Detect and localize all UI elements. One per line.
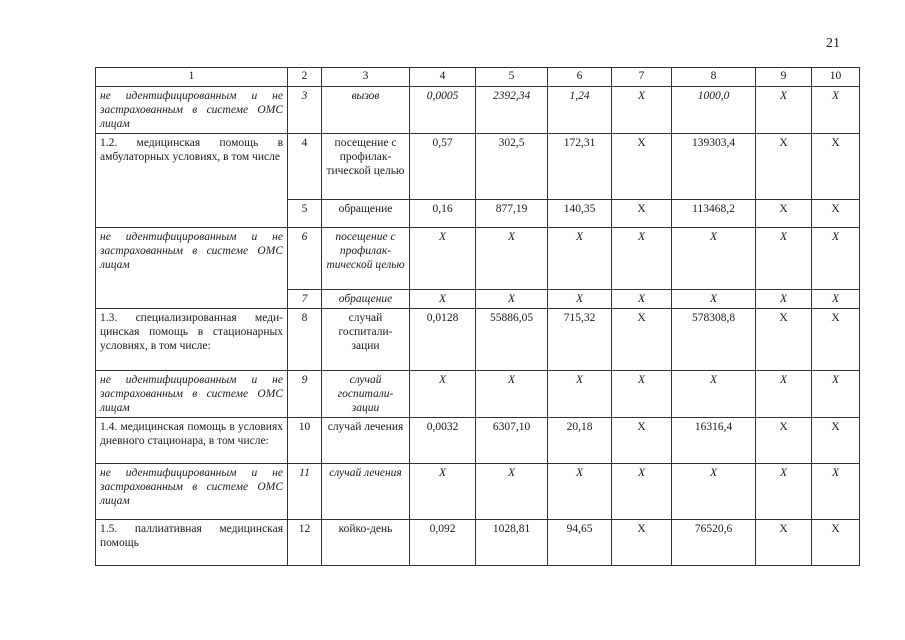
value-cell: 0,0128 bbox=[410, 309, 476, 371]
header-cell: 6 bbox=[548, 68, 612, 87]
row-number: 7 bbox=[288, 290, 322, 309]
value-cell: Х bbox=[672, 371, 756, 418]
value-cell: 2392,34 bbox=[476, 87, 548, 134]
value-cell: Х bbox=[812, 464, 860, 520]
value-cell: 94,65 bbox=[548, 520, 612, 566]
unit-cell: посещение с профилак-тической целью bbox=[322, 134, 410, 200]
value-cell: Х bbox=[612, 464, 672, 520]
value-cell: Х bbox=[612, 520, 672, 566]
value-cell: Х bbox=[612, 200, 672, 228]
row-number: 5 bbox=[288, 200, 322, 228]
value-cell: 113468,2 bbox=[672, 200, 756, 228]
value-cell: Х bbox=[476, 228, 548, 290]
value-cell: 1000,0 bbox=[672, 87, 756, 134]
value-cell: Х bbox=[548, 371, 612, 418]
row-number: 9 bbox=[288, 371, 322, 418]
value-cell: 578308,8 bbox=[672, 309, 756, 371]
value-cell: 715,32 bbox=[548, 309, 612, 371]
value-cell: 0,57 bbox=[410, 134, 476, 200]
row-description: 1.2. медицинская помощь в амбулаторных условиях, в том числе bbox=[96, 134, 288, 228]
value-cell: Х bbox=[548, 290, 612, 309]
row-number: 4 bbox=[288, 134, 322, 200]
page-number: 21 bbox=[826, 36, 840, 51]
value-cell: 0,092 bbox=[410, 520, 476, 566]
value-cell: Х bbox=[812, 228, 860, 290]
row-number: 6 bbox=[288, 228, 322, 290]
value-cell: 172,31 bbox=[548, 134, 612, 200]
data-table bbox=[95, 67, 860, 566]
value-cell: Х bbox=[410, 290, 476, 309]
row-description: не идентифицированным и не застрахованным в системе ОМС лицам bbox=[96, 464, 288, 520]
value-cell: 1028,81 bbox=[476, 520, 548, 566]
table-row bbox=[96, 520, 860, 566]
value-cell: Х bbox=[612, 309, 672, 371]
row-number: 12 bbox=[288, 520, 322, 566]
table-row bbox=[96, 371, 860, 418]
value-cell: Х bbox=[476, 371, 548, 418]
value-cell: Х bbox=[756, 228, 812, 290]
value-cell: 16316,4 bbox=[672, 418, 756, 464]
header-cell: 3 bbox=[322, 68, 410, 87]
header-cell: 4 bbox=[410, 68, 476, 87]
value-cell: 0,0032 bbox=[410, 418, 476, 464]
unit-cell: обращение bbox=[322, 290, 410, 309]
value-cell: Х bbox=[672, 290, 756, 309]
header-cell: 10 bbox=[812, 68, 860, 87]
unit-cell: случай лечения bbox=[322, 464, 410, 520]
row-number: 3 bbox=[288, 87, 322, 134]
value-cell: Х bbox=[812, 87, 860, 134]
value-cell: 55886,05 bbox=[476, 309, 548, 371]
value-cell: Х bbox=[756, 290, 812, 309]
value-cell: Х bbox=[756, 371, 812, 418]
unit-cell: койко-день bbox=[322, 520, 410, 566]
value-cell: Х bbox=[756, 87, 812, 134]
row-number: 8 bbox=[288, 309, 322, 371]
value-cell: 20,18 bbox=[548, 418, 612, 464]
header-cell: 9 bbox=[756, 68, 812, 87]
value-cell: Х bbox=[756, 134, 812, 200]
value-cell: Х bbox=[476, 290, 548, 309]
row-number: 10 bbox=[288, 418, 322, 464]
row-description: 1.3. специализированная меди-цинская помощь в стационарных условиях, в том числе: bbox=[96, 309, 288, 371]
row-description: не идентифицированным и не застрахованным в системе ОМС лицам bbox=[96, 87, 288, 134]
table-row bbox=[96, 309, 860, 371]
table-header-row bbox=[96, 68, 860, 87]
value-cell: 877,19 bbox=[476, 200, 548, 228]
unit-cell: посещение с профилак-тической целью bbox=[322, 228, 410, 290]
value-cell: 0,16 bbox=[410, 200, 476, 228]
table-row bbox=[96, 87, 860, 134]
header-cell: 8 bbox=[672, 68, 756, 87]
row-description: 1.5. паллиативная медицинская помощь bbox=[96, 520, 288, 566]
row-description: 1.4. медицинская помощь в условиях дневного стационара, в том числе: bbox=[96, 418, 288, 464]
value-cell: 140,35 bbox=[548, 200, 612, 228]
value-cell: Х bbox=[612, 290, 672, 309]
value-cell: Х bbox=[812, 418, 860, 464]
value-cell: 6307,10 bbox=[476, 418, 548, 464]
value-cell: Х bbox=[812, 200, 860, 228]
row-number: 11 bbox=[288, 464, 322, 520]
header-cell: 2 bbox=[288, 68, 322, 87]
value-cell: Х bbox=[812, 290, 860, 309]
value-cell: Х bbox=[612, 418, 672, 464]
row-description: не идентифицированным и не застрахованным в системе ОМС лицам bbox=[96, 371, 288, 418]
value-cell: Х bbox=[476, 464, 548, 520]
value-cell: Х bbox=[410, 228, 476, 290]
unit-cell: вызов bbox=[322, 87, 410, 134]
table-row bbox=[96, 134, 860, 200]
value-cell: Х bbox=[612, 134, 672, 200]
value-cell: Х bbox=[672, 464, 756, 520]
value-cell: Х bbox=[756, 418, 812, 464]
value-cell: Х bbox=[756, 520, 812, 566]
header-cell: 7 bbox=[612, 68, 672, 87]
value-cell: Х bbox=[548, 464, 612, 520]
value-cell: 139303,4 bbox=[672, 134, 756, 200]
header-cell: 5 bbox=[476, 68, 548, 87]
value-cell: Х bbox=[672, 228, 756, 290]
header-cell: 1 bbox=[96, 68, 288, 87]
value-cell: Х bbox=[612, 87, 672, 134]
value-cell: Х bbox=[812, 520, 860, 566]
value-cell: Х bbox=[756, 200, 812, 228]
value-cell: Х bbox=[612, 371, 672, 418]
unit-cell: обращение bbox=[322, 200, 410, 228]
value-cell: Х bbox=[756, 309, 812, 371]
unit-cell: случай госпитали-зации bbox=[322, 309, 410, 371]
table-row bbox=[96, 464, 860, 520]
value-cell: Х bbox=[812, 309, 860, 371]
unit-cell: случай лечения bbox=[322, 418, 410, 464]
unit-cell: случай госпитали-зации bbox=[322, 371, 410, 418]
value-cell: Х bbox=[756, 464, 812, 520]
value-cell: 302,5 bbox=[476, 134, 548, 200]
value-cell: 76520,6 bbox=[672, 520, 756, 566]
value-cell: Х bbox=[548, 228, 612, 290]
value-cell: Х bbox=[812, 134, 860, 200]
value-cell: Х bbox=[812, 371, 860, 418]
table-row bbox=[96, 418, 860, 464]
value-cell: 1,24 bbox=[548, 87, 612, 134]
value-cell: Х bbox=[410, 371, 476, 418]
value-cell: 0,0005 bbox=[410, 87, 476, 134]
row-description: не идентифицированным и не застрахованным в системе ОМС лицам bbox=[96, 228, 288, 309]
value-cell: Х bbox=[612, 228, 672, 290]
table-row bbox=[96, 228, 860, 290]
value-cell: Х bbox=[410, 464, 476, 520]
